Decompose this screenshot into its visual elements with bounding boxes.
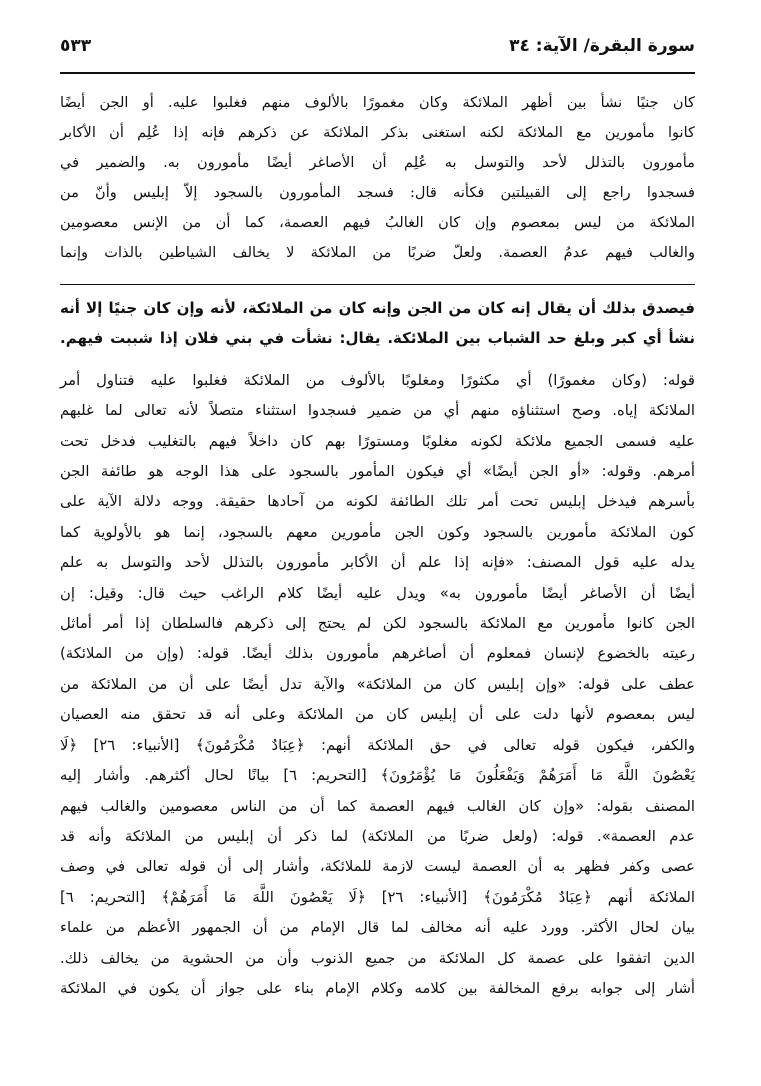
commentary-line: الملائكة أنهم ﴿عِبَادٌ مُكْرَمُونَ﴾ [الأنبياء: ٢٦] ﴿لَا يَعْصُونَ اللَّهَ مَا أَمَرَهُمْ﴾ [التحريم: ٦] bbox=[60, 888, 695, 906]
text-line: والغالب فيهم عدمُ العصمة. ولعلّ ضربًا من الملائكة لا يخالف الشياطين بالذات وإنما bbox=[60, 244, 695, 261]
commentary-line: قوله: (وكان مغمورًا) أي مكثورًا ومغلوبًا بالألوف من الملائكة فغلبوا عليه فتناول أمر bbox=[60, 371, 695, 389]
footnote-block bbox=[60, 293, 695, 366]
main-text bbox=[60, 88, 695, 268]
commentary-line: والكفر، فيكون قوله تعالى في حق الملائكة أنهم: ﴿عِبَادٌ مُكْرَمُونَ﴾ [الأنبياء: ٢٦] ﴿لَا bbox=[60, 736, 695, 754]
commentary-line: يَعْصُونَ اللَّهَ مَا أَمَرَهُمْ وَيَفْعَلُونَ مَا يُؤْمَرُونَ﴾ [التحريم: ٦] بيانًا لحال أكثرهم. وأشار إليه bbox=[60, 767, 695, 785]
text-line: الملائكة من ليس بمعصوم وإن كان الغالبُ فيهم العصمة، كما أن من الإنس معصومين bbox=[60, 214, 695, 231]
page-header bbox=[60, 36, 695, 74]
spacer bbox=[60, 354, 695, 366]
commentary-line: عطف على قوله: «وإن إبليس كان من الملائكة» والآية تدل أيضًا على أن من الملائكة من bbox=[60, 675, 695, 693]
commentary-line: كون الملائكة مأمورين بالسجود وكون الجن مأمورين معهم بالسجود، إنما هو بالأولوية كما bbox=[60, 523, 695, 541]
commentary-line: عليه فسمى الجميع ملائكة لكونه مغلوبًا ومستورًا بهم كان داخلاً فيهم بالتغليب فدخل تحت bbox=[60, 432, 695, 450]
commentary-line: رعيته بالخضوع لإنسان فمعلوم أن أصاغرهم مأمورون بذلك أيضًا. قوله: (وإن من الملائكة) bbox=[60, 645, 695, 663]
text-line: مأمورون بالتذلل لأحد والتوسل به عُلِم أن الأصاغر أيضًا مأمورون به. والضمير في bbox=[60, 154, 695, 171]
text-line: كان جنيًا نشأ بين أظهر الملائكة وكان مغمورًا بالألوف منهم فغلبوا عليه. أو الجن أيضًا bbox=[60, 94, 695, 111]
commentary-line: عدم العصمة». قوله: (ولعل ضربًا من الملائكة) لما ذكر أن إبليس من الملائكة وأنه قد bbox=[60, 827, 695, 845]
commentary-line: بيان لحال الأكثر. وورد عليه أنه مخالف لما قال الإمام من أن الجمهور الأعظم من علماء bbox=[60, 919, 695, 937]
commentary-block bbox=[60, 366, 695, 1005]
footnote-line: فيصدق بذلك أن يقال إنه كان من الجن وإنه كان من الملائكة، لأنه وإن كان جنيًا إلا أنه bbox=[60, 299, 695, 317]
page-number: ٥٣٣ bbox=[60, 36, 92, 56]
commentary-line: عصى وكفر فظهر به أن العصمة ليست لازمة للملائكة، وأشار إلى أن قوله تعالى في وصف bbox=[60, 858, 695, 876]
section-divider bbox=[60, 284, 695, 285]
commentary-line: أمرهم. وقوله: «أو الجن أيضًا» أي فيكون المأمور بالسجود على هذا الوجه هو طائفة الجن bbox=[60, 463, 695, 481]
text-line: كانوا مأمورين مع الملائكة لكنه استغنى بذكر الملائكة عن ذكرهم فإنه إذا عُلِم أن الأكابر bbox=[60, 124, 695, 141]
commentary-line: بأسرهم فيدخل إبليس تحت أمر تلك الطائفة لكونه من آحادها حقيقة. ووجه دلالة الآية على bbox=[60, 493, 695, 511]
footnote-line: نشأ أي كبر وبلغ حد الشباب بين الملائكة. يقال: نشأت في بني فلان إذا شببت فيهم. bbox=[60, 329, 695, 348]
running-title: سورة البقرة/ الآية: ٣٤ bbox=[509, 36, 695, 56]
commentary-line: الجن كانوا مأمورين مع الملائكة بالسجود لكن لم يحتج إلى ذكرهم فالسلطان إذا أمر أماثل bbox=[60, 615, 695, 633]
commentary-line: الدين اتفقوا على عصمة كل الملائكة من جميع الذنوب وأن من الحشوية من يخالف ذلك. bbox=[60, 949, 695, 967]
commentary-line: ليس بمعصوم لأنها دلت على أن إبليس كان من الملائكة وعلى أنه قد تحقق منه العصيان bbox=[60, 706, 695, 724]
commentary-line: أيضًا أن الأصاغر أيضًا مأمورون به» ويدل عليه أيضًا كلام الراغب حيث قال: وقيل: إن bbox=[60, 584, 695, 602]
text-line: فسجدوا راجع إلى القبيلتين فكأنه قال: فسجد المأمورون بالسجود إلاّ إبليس وأنّ من bbox=[60, 184, 695, 201]
commentary-line: المصنف بقوله: «وإن كان الغالب فيهم العصمة كما أن من الناس معصومين والغالب فيهم bbox=[60, 797, 695, 815]
commentary-line: يدله عليه قول المصنف: «فإنه إذا علم أن الأكابر مأمورون بالتذلل لأحد والتوسل به علم bbox=[60, 554, 695, 572]
commentary-line: أشار إلى جوابه برفع المخالفة بين كلامه وكلام الإمام بناء على جواز أن يكون في الملائكة bbox=[60, 979, 695, 997]
commentary-line: الملائكة إياه. وصح استثناؤه منهم أي من ضمير فسجدوا استثناء متصلاً لأنه تعالى لما غلبهم bbox=[60, 402, 695, 420]
